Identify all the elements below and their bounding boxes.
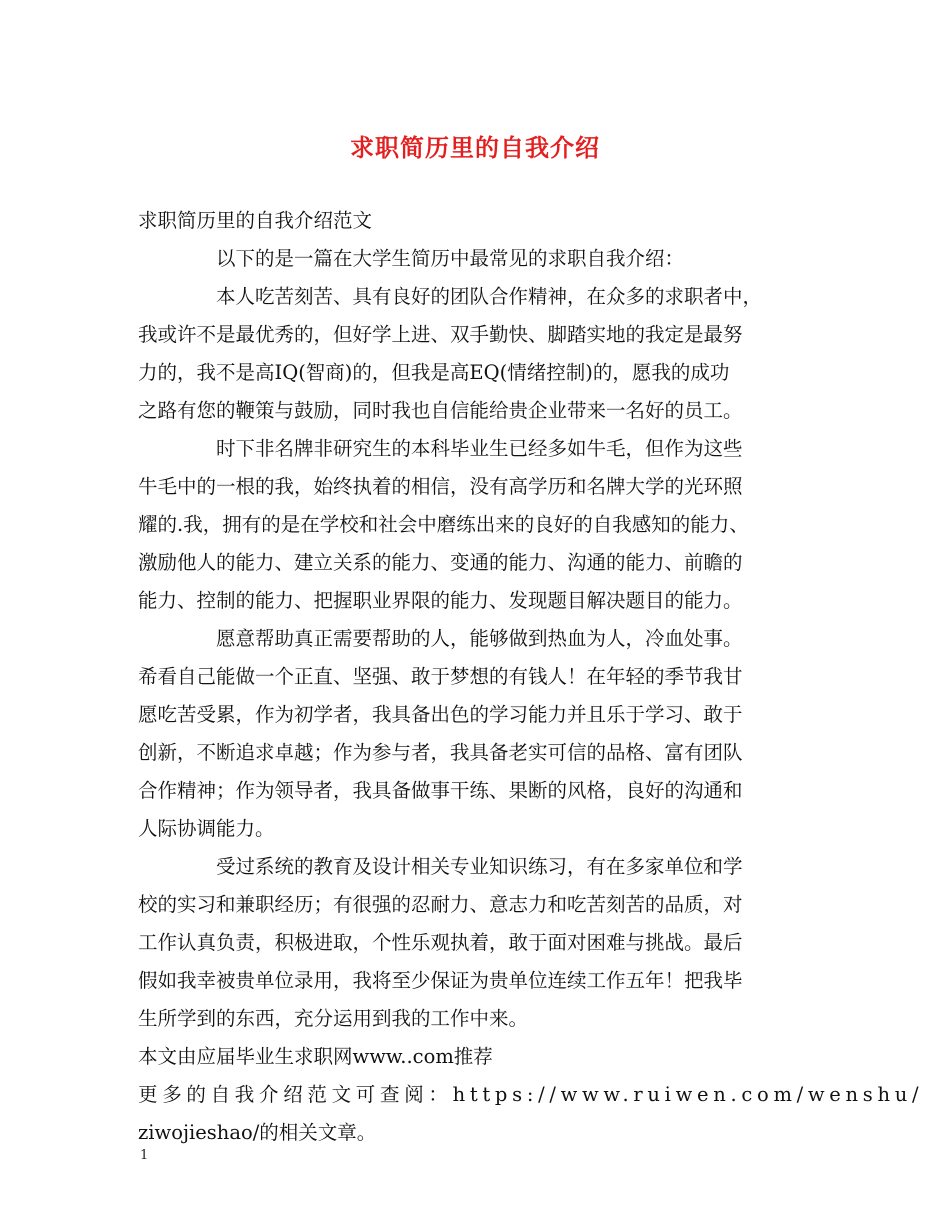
text-line: 假如我幸被贵单位录用，我将至少保证为贵单位连续工作五年！把我毕 [138, 969, 743, 992]
text-line: 力的，我不是高IQ(智商)的，但我是高EQ(情绪控制)的，愿我的成功 [138, 361, 730, 384]
more-articles-line: 更多的自我介绍范文可查阅：https://www.ruiwen.com/wenshu/ [138, 1083, 924, 1106]
text-line: 校的实习和兼职经历；有很强的忍耐力、意志力和吃苦刻苦的品质，对 [138, 893, 743, 916]
text-line: 生所学到的东西，充分运用到我的工作中来。 [138, 1007, 529, 1030]
text-line: 工作认真负责，积极进取，个性乐观执着，敢于面对困难与挑战。最后 [138, 931, 743, 954]
document-body [138, 202, 924, 1152]
text-line: 希看自己能做一个正直、坚强、敢于梦想的有钱人！在年轻的季节我甘 [138, 665, 743, 688]
text-line: 愿吃苦受累，作为初学者，我具备出色的学习能力并且乐于学习、敢于 [138, 703, 743, 726]
text-line: 之路有您的鞭策与鼓励，同时我也自信能给贵企业带来一名好的员工。 [138, 399, 743, 422]
more-articles-line-cont: ziwojieshao/的相关文章。 [138, 1121, 377, 1144]
subtitle: 求职简历里的自我介绍范文 [138, 209, 373, 232]
text-line: 时下非名牌非研究生的本科毕业生已经多如牛毛，但作为这些 [216, 437, 743, 460]
text-line: 本人吃苦刻苦、具有良好的团队合作精神，在众多的求职者中， [216, 285, 763, 308]
text-line: 我或许不是最优秀的，但好学上进、双手勤快、脚踏实地的我定是最努 [138, 323, 743, 346]
document-title: 求职简历里的自我介绍 [350, 134, 600, 162]
text-line: 以下的是一篇在大学生简历中最常见的求职自我介绍： [216, 247, 685, 270]
page-number: 1 [140, 1148, 149, 1163]
text-line: 人际协调能力。 [138, 817, 275, 840]
text-line: 激励他人的能力、建立关系的能力、变通的能力、沟通的能力、前瞻的 [138, 551, 743, 574]
text-line: 受过系统的教育及设计相关专业知识练习，有在多家单位和学 [216, 855, 743, 878]
text-line: 合作精神；作为领导者，我具备做事干练、果断的风格，良好的沟通和 [138, 779, 743, 802]
paragraph-lines [138, 240, 818, 1076]
text-line: 愿意帮助真正需要帮助的人，能够做到热血为人，冷血处事。 [216, 627, 743, 650]
text-line: 牛毛中的一根的我，始终执着的相信，没有高学历和名牌大学的光环照 [138, 475, 743, 498]
text-line: 本文由应届毕业生求职网www..com推荐 [138, 1045, 493, 1068]
text-line: 能力、控制的能力、把握职业界限的能力、发现题目解决题目的能力。 [138, 589, 743, 612]
text-line: 耀的.我，拥有的是在学校和社会中磨练出来的良好的自我感知的能力、 [138, 513, 749, 536]
text-line: 创新，不断追求卓越；作为参与者，我具备老实可信的品格、富有团队 [138, 741, 743, 764]
